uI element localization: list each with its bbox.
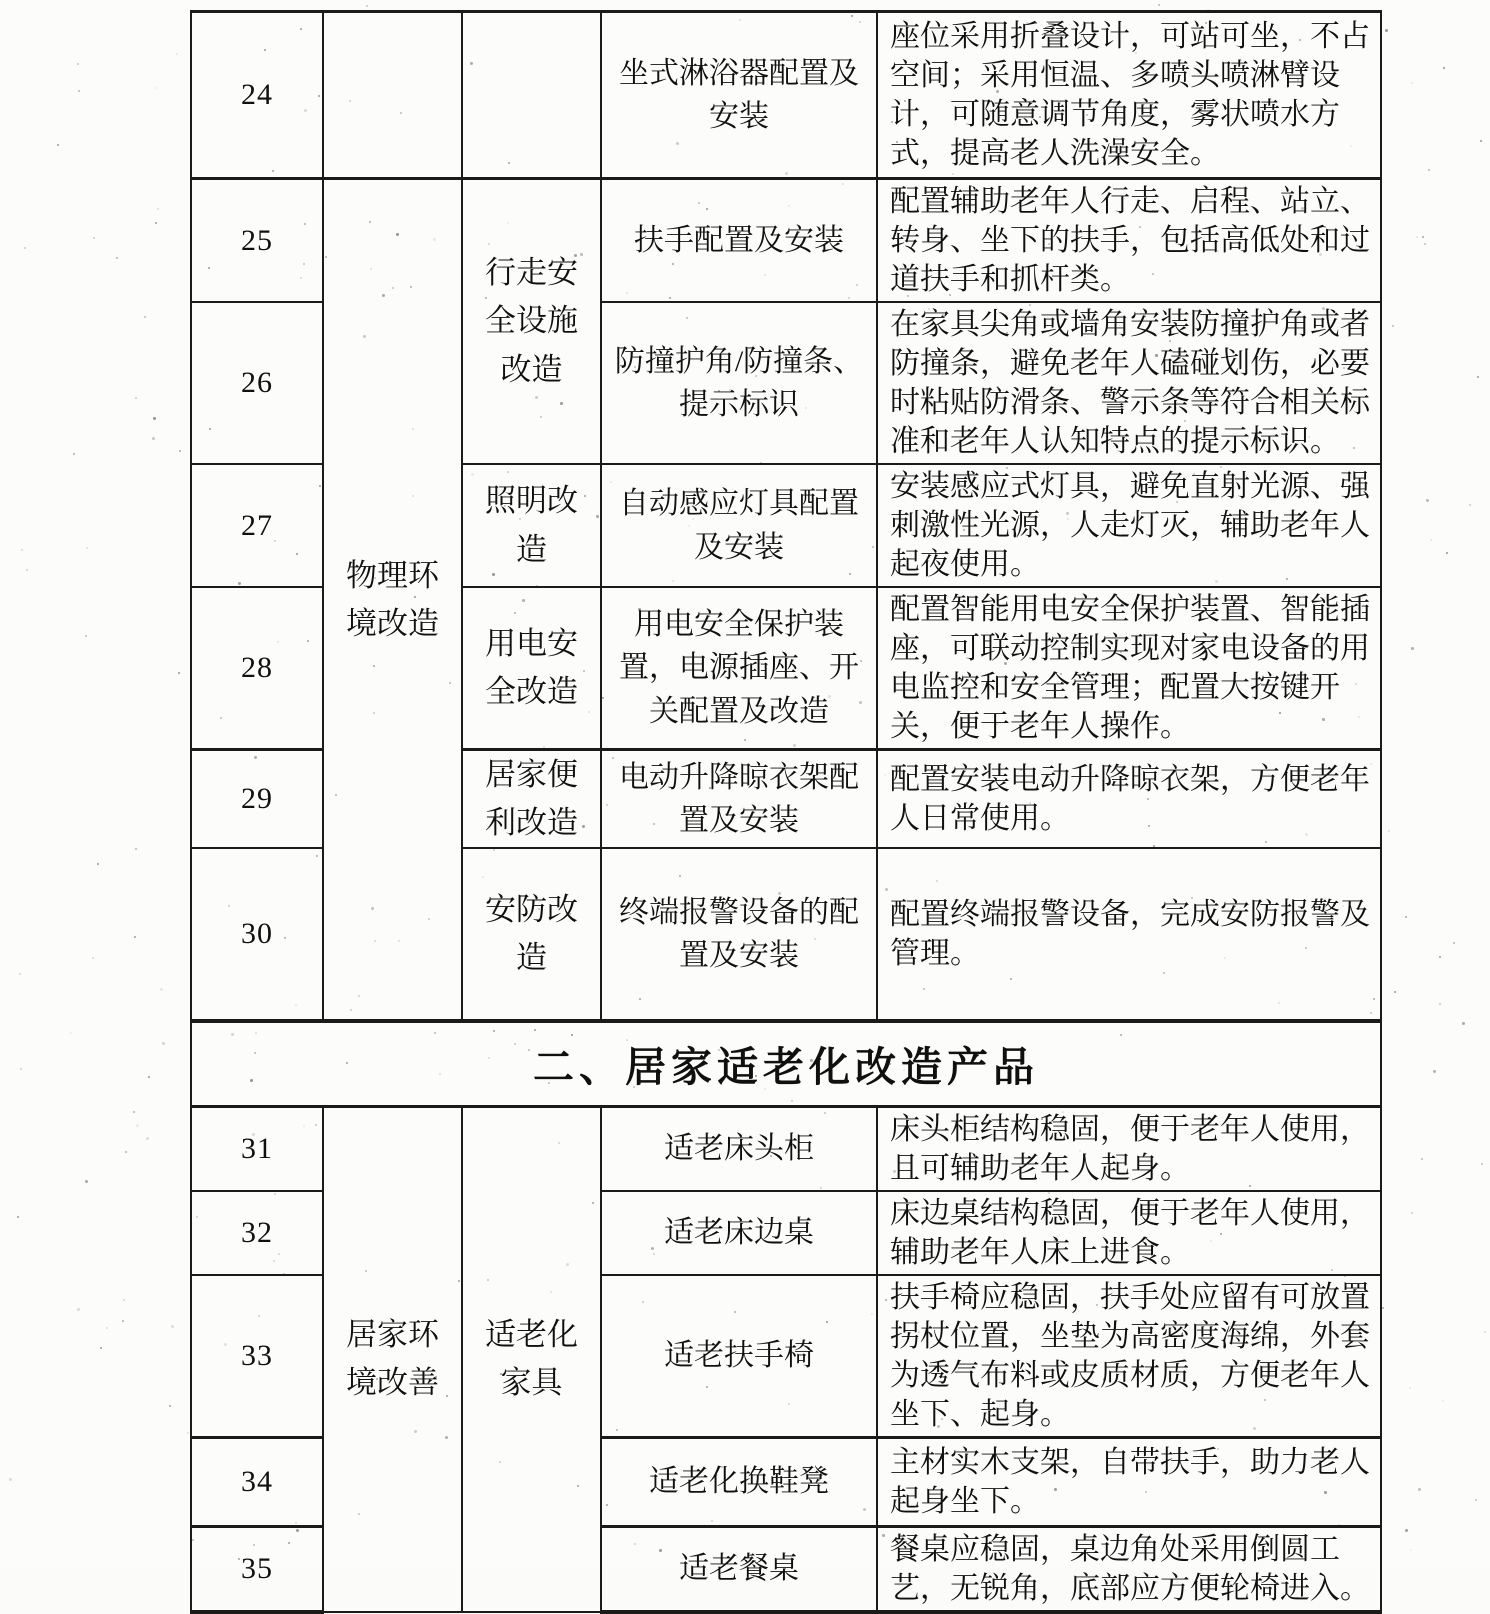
scan-noise-dot: [1424, 243, 1426, 245]
scan-noise-dot: [17, 1216, 19, 1218]
scan-noise-dot: [1428, 169, 1430, 171]
scan-noise-dot: [179, 450, 181, 452]
scan-noise-dot: [77, 1308, 80, 1311]
scan-noise-dot: [144, 316, 146, 318]
item-name: 适老床头柜: [601, 1106, 877, 1191]
scan-noise-dot: [125, 1151, 127, 1153]
item-description: 主材实木支架，自带扶手，助力老人起身坐下。: [877, 1437, 1381, 1526]
scan-noise-dot: [1394, 991, 1396, 993]
row-number: 25: [191, 179, 323, 303]
item-description: 配置智能用电安全保护装置、智能插座，可联动控制实现对家电设备的用电监控和安全管理；配置大按键开关，便于老年人操作。: [877, 587, 1381, 750]
section-title: 二、居家适老化改造产品: [191, 1021, 1381, 1106]
scan-noise-dot: [1426, 499, 1429, 502]
scan-noise-dot: [86, 547, 88, 549]
category-physical-environment: 物理环境改造: [323, 179, 462, 1022]
renovation-items-table: [190, 10, 1382, 1614]
item-description: 配置终端报警设备，完成安防报警及管理。: [877, 848, 1381, 1021]
scan-noise-dot: [1430, 539, 1432, 541]
item-description: 餐桌应稳固，桌边角处采用倒圆工艺，无锐角，底部应方便轮椅进入。: [877, 1526, 1381, 1612]
subcategory-electric-safety: 用电安全改造: [462, 587, 601, 750]
scan-noise-dot: [135, 397, 137, 399]
row-number: 26: [191, 302, 323, 464]
scan-noise-dot: [162, 1042, 165, 1045]
scan-noise-dot: [171, 1325, 174, 1328]
scan-noise-dot: [1477, 376, 1479, 378]
scan-noise-dot: [19, 973, 21, 975]
scan-noise-dot: [133, 1111, 135, 1113]
scan-noise-dot: [73, 453, 75, 455]
scan-noise-dot: [1405, 916, 1407, 918]
scan-noise-dot: [116, 257, 118, 259]
scan-noise-dot: [122, 1320, 124, 1322]
item-name: 坐式淋浴器配置及安装: [601, 12, 877, 179]
scan-noise-dot: [178, 672, 180, 674]
scan-noise-dot: [134, 936, 136, 938]
scan-noise-dot: [1158, 4, 1160, 6]
item-description: 床边桌结构稳固，便于老年人使用，辅助老年人床上进食。: [877, 1191, 1381, 1275]
row-number: 33: [191, 1275, 323, 1438]
scan-noise-dot: [1411, 82, 1413, 84]
table-row-24: [191, 12, 1381, 179]
scan-noise-dot: [9, 1478, 12, 1481]
scan-noise-dot: [1392, 325, 1394, 327]
empty-subcategory-cell: [462, 12, 601, 179]
scan-noise-dot: [1385, 29, 1388, 32]
item-name: 适老扶手椅: [601, 1275, 877, 1438]
scan-noise-dot: [1411, 1212, 1413, 1214]
scan-noise-dot: [1469, 504, 1471, 506]
scan-noise-dot: [160, 988, 163, 991]
scan-noise-dot: [85, 1180, 88, 1183]
scan-noise-dot: [135, 848, 137, 850]
scan-noise-dot: [136, 1124, 139, 1127]
subcategory-elderly-furniture: 适老化家具: [462, 1106, 601, 1612]
scan-noise-dot: [1382, 1307, 1384, 1309]
scan-noise-dot: [157, 208, 159, 210]
table-row-31: [191, 1106, 1381, 1191]
item-description: 安装感应式灯具，避免直射光源、强刺激性光源，人走灯灭，辅助老年人起夜使用。: [877, 464, 1381, 587]
scan-noise-dot: [21, 549, 23, 551]
scan-noise-dot: [85, 635, 87, 637]
scan-noise-dot: [57, 144, 59, 146]
scan-noise-dot: [70, 1032, 72, 1034]
scan-noise-dot: [1475, 1499, 1477, 1501]
item-name: 适老化换鞋凳: [601, 1437, 877, 1526]
scan-noise-dot: [1453, 942, 1455, 944]
item-name: 用电安全保护装置，电源插座、开关配置及改造: [601, 587, 877, 750]
scan-noise-dot: [1388, 830, 1390, 832]
scan-noise-dot: [93, 237, 95, 239]
scan-noise-dot: [24, 247, 26, 249]
row-number: 35: [191, 1526, 323, 1612]
scan-noise-dot: [1410, 1549, 1412, 1551]
scan-noise-dot: [146, 1137, 149, 1140]
row-number: 24: [191, 12, 323, 179]
subcategory-lighting: 照明改造: [462, 464, 601, 587]
scan-noise-dot: [20, 1068, 22, 1070]
scan-noise-dot: [1481, 1163, 1483, 1165]
scan-noise-dot: [26, 569, 28, 571]
table-row-25: [191, 179, 1381, 303]
scan-noise-dot: [123, 1299, 125, 1301]
scan-noise-dot: [100, 1347, 102, 1349]
item-description: 配置安装电动升降晾衣架，方便老年人日常使用。: [877, 750, 1381, 849]
row-number: 32: [191, 1191, 323, 1275]
scan-noise-dot: [1418, 1488, 1421, 1491]
row-number: 34: [191, 1437, 323, 1526]
row-number: 27: [191, 464, 323, 587]
item-description: 在家具尖角或墙角安装防撞护角或者防撞条，避免老年人磕碰划伤，必要时粘贴防滑条、警示条等符合相关标准和老年人认知特点的提示标识。: [877, 302, 1381, 464]
item-description: 座位采用折叠设计，可站可坐，不占空间；采用恒温、多喷头喷淋臂设计，可随意调节角度，雾状喷水方式，提高老人洗澡安全。: [877, 12, 1381, 179]
row-number: 31: [191, 1106, 323, 1191]
scan-noise-dot: [169, 1405, 171, 1407]
item-name: 适老餐桌: [601, 1526, 877, 1612]
scan-noise-dot: [1480, 140, 1482, 142]
scan-noise-dot: [1462, 1022, 1465, 1025]
scan-noise-dot: [148, 1076, 150, 1078]
scan-noise-dot: [1416, 236, 1418, 238]
subcategory-walking-safety: 行走安全设施改造: [462, 179, 601, 465]
scan-noise-dot: [176, 53, 178, 55]
scan-noise-dot: [1439, 1003, 1441, 1005]
scan-noise-dot: [1409, 1387, 1411, 1389]
row-number: 28: [191, 587, 323, 750]
scan-noise-dot: [366, 5, 368, 7]
scan-noise-dot: [155, 87, 157, 89]
scan-noise-dot: [153, 417, 156, 420]
item-name: 扶手配置及安装: [601, 179, 877, 303]
subcategory-home-convenience: 居家便利改造: [462, 750, 601, 849]
item-name: 电动升降晾衣架配置及安装: [601, 750, 877, 849]
scan-noise-dot: [1405, 1529, 1408, 1532]
scan-noise-dot: [1421, 1158, 1423, 1160]
scan-noise-dot: [92, 957, 94, 959]
scan-noise-dot: [106, 1327, 108, 1329]
section-header-row: [191, 1021, 1381, 1106]
item-name: 防撞护角/防撞条、提示标识: [601, 302, 877, 464]
item-description: 配置辅助老年人行走、启程、站立、转身、坐下的扶手，包括高低处和过道扶手和抓杆类。: [877, 179, 1381, 303]
item-name: 自动感应灯具配置及安装: [601, 464, 877, 587]
scan-noise-dot: [1484, 1331, 1486, 1333]
item-name: 适老床边桌: [601, 1191, 877, 1275]
subcategory-security: 安防改造: [462, 848, 601, 1021]
empty-category-cell: [323, 12, 462, 179]
item-description: 扶手椅应稳固，扶手处应留有可放置拐杖位置，坐垫为高密度海绵，外套为透气布料或皮质材质，方便老年人坐下、起身。: [877, 1275, 1381, 1438]
item-name: 终端报警设备的配置及安装: [601, 848, 877, 1021]
item-description: 床头柜结构稳固，便于老年人使用，且可辅助老年人起身。: [877, 1106, 1381, 1191]
scan-noise-dot: [1422, 236, 1424, 238]
scan-noise-dot: [78, 90, 80, 92]
scan-noise-dot: [152, 437, 155, 440]
scan-noise-dot: [1439, 956, 1441, 958]
scan-noise-dot: [97, 863, 99, 865]
scan-noise-dot: [1443, 67, 1445, 69]
category-home-environment: 居家环境改善: [323, 1106, 462, 1612]
scan-noise-dot: [1442, 1400, 1444, 1402]
scan-noise-dot: [155, 222, 157, 224]
row-number: 29: [191, 750, 323, 849]
scan-noise-dot: [77, 63, 79, 65]
scan-noise-dot: [1446, 552, 1448, 554]
scan-noise-dot: [1433, 1070, 1436, 1073]
scan-noise-dot: [1411, 647, 1414, 650]
row-number: 30: [191, 848, 323, 1021]
